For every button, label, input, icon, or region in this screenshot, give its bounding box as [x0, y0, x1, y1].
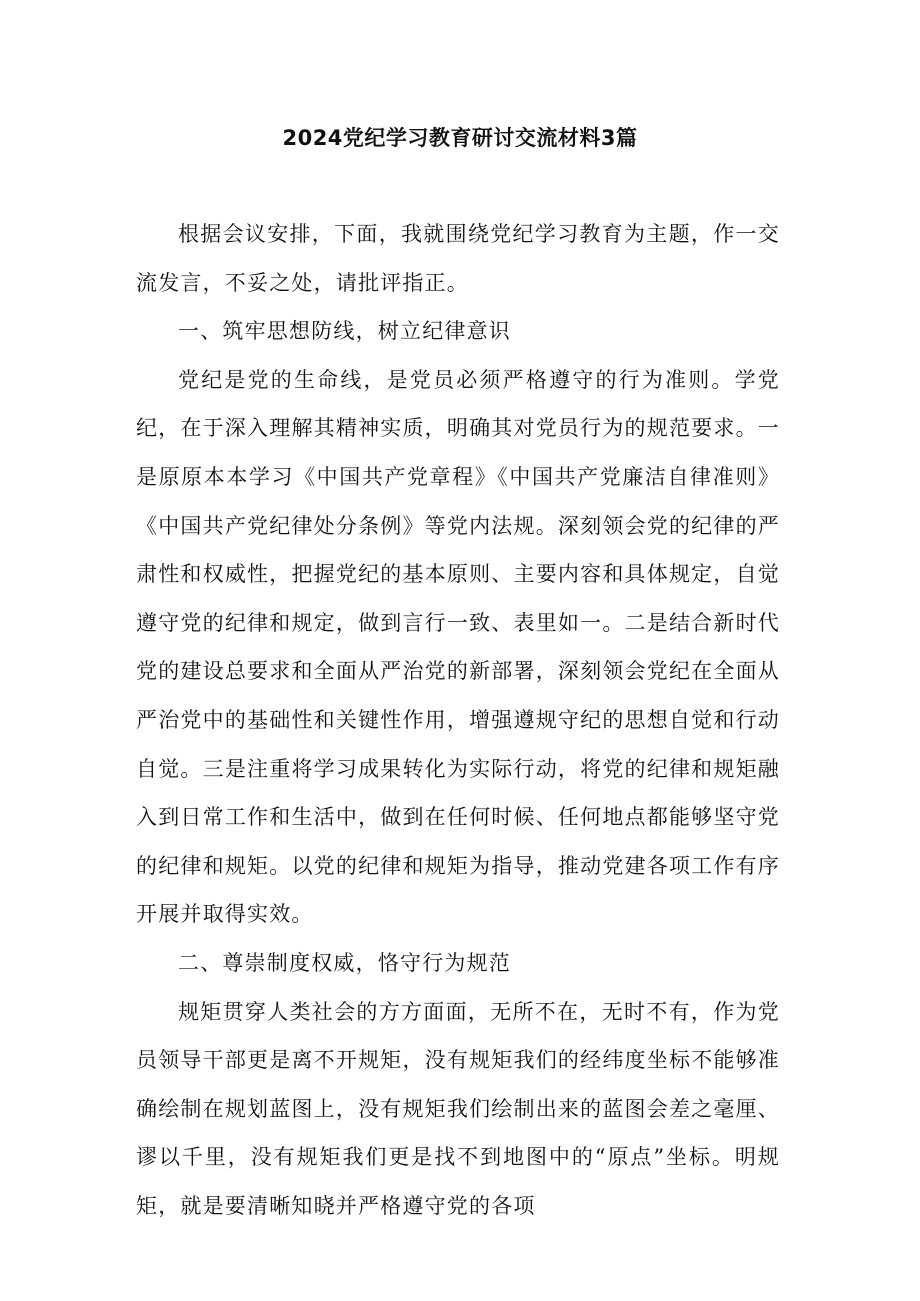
section-heading-2: 二、尊崇制度权威，恪守行为规范	[178, 950, 511, 975]
paragraph-section-2: 规矩贯穿人类社会的方方面面，无所不在，无时不有，作为党员领导干部更是离不开规矩，没有规矩我们的经纬度坐标不能够准确绘制在规划蓝图上，没有规矩我们绘制出来的蓝图会差之毫厘、谬以千里，没有规矩我们更是找不到地图中的“原点”坐标。明规矩，就是要清晰知晓并严格遵守党的各项	[136, 999, 780, 1218]
paragraph-intro: 根据会议安排，下面，我就围绕党纪学习教育为主题，作一交流发言，不妥之处，请批评指正。	[136, 222, 780, 295]
paragraph-section-1: 党纪是党的生命线，是党员必须严格遵守的行为准则。学党纪，在于深入理解其精神实质，明确其对党员行为的规范要求。一是原原本本学习《中国共产党章程》《中国共产党廉洁自律准则》《中国共产党纪律处分条例》等党内法规。深刻领会党的纪律的严肃性和权威性，把握党纪的基本原则、主要内容和具体规定，自觉遵守党的纪律和规定，做到言行一致、表里如一。二是结合新时代党的建设总要求和全面从严治党的新部署，深刻领会党纪在全面从严治党中的基础性和关键性作用，增强遵规守纪的思想自觉和行动自觉。三是注重将学习成果转化为实际行动，将党的纪律和规矩融入到日常工作和生活中，做到在任何时候、任何地点都能够坚守党的纪律和规矩。以党的纪律和规矩为指导，推动党建各项工作有序开展并取得实效。	[136, 367, 780, 927]
document-title: 2024党纪学习教育研讨交流材料3篇	[282, 126, 638, 150]
section-heading-1: 一、筑牢思想防线，树立纪律意识	[178, 319, 511, 344]
document-body	[136, 210, 780, 1230]
